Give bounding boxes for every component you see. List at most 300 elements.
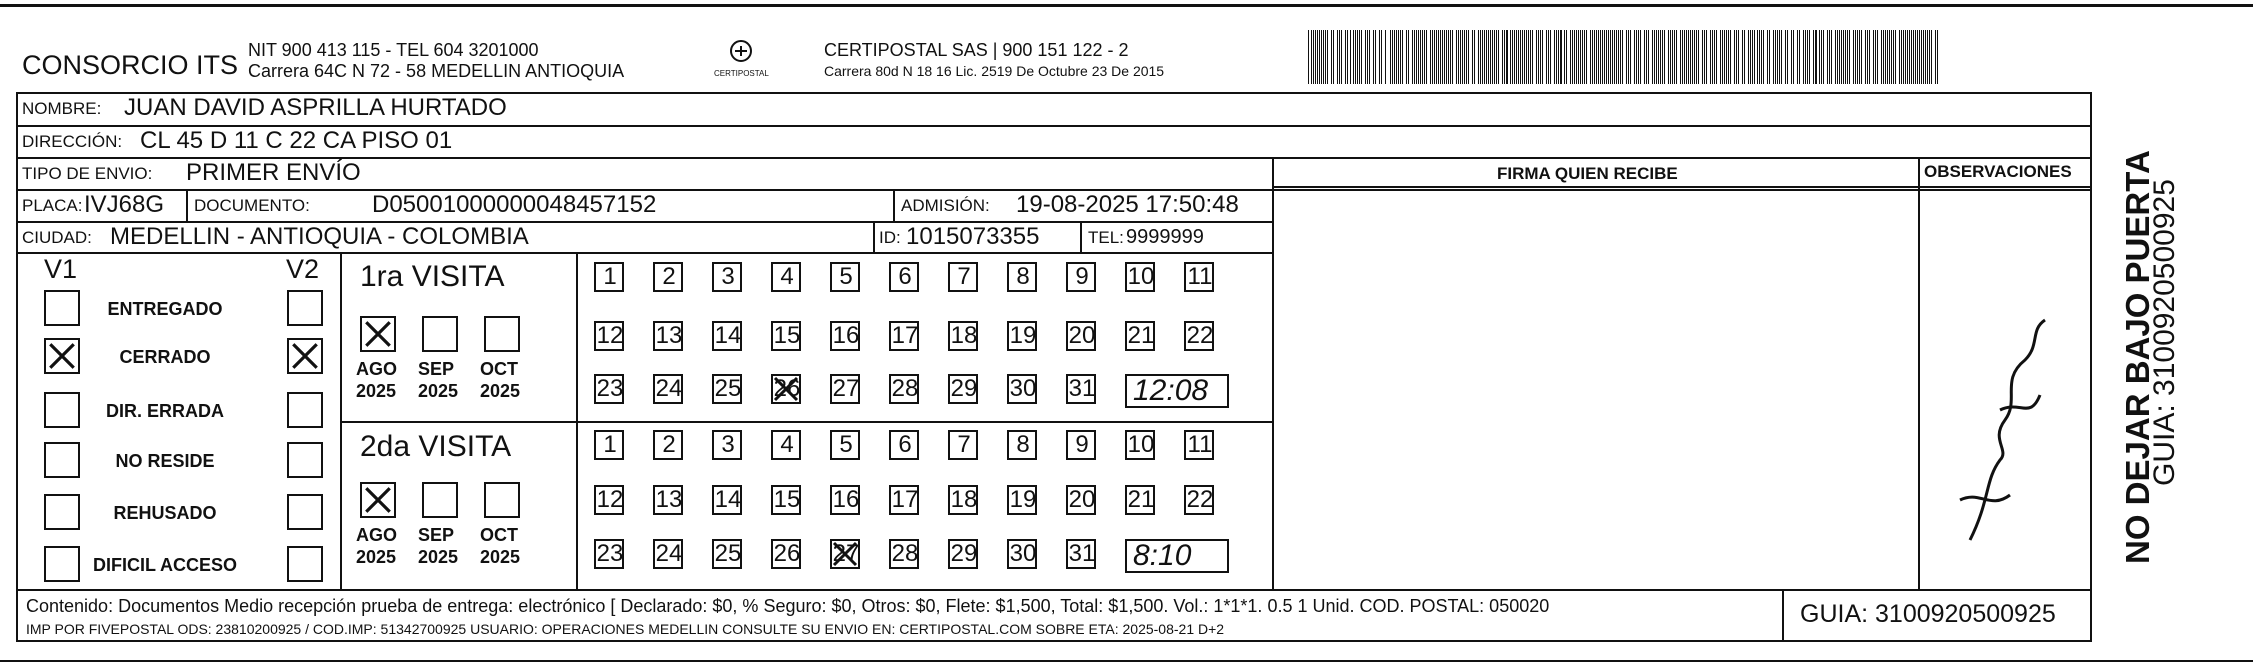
barcode-bar [1646,30,1647,84]
barcode-bar [1712,30,1713,84]
day-number: 23 [596,375,624,402]
barcode-bar [1889,30,1890,84]
tel-label: TEL: [1088,228,1124,247]
barcode-bar [1875,30,1876,84]
barcode-bar [1805,30,1806,84]
day-number: 26 [773,375,801,402]
day-number: 26 [773,540,801,567]
barcode-bar [1869,30,1870,84]
barcode-bar [1506,30,1508,84]
imp-text: IMP POR FIVEPOSTAL ODS: 23810200925 / COD.IMP: 51342700925 USUARIO: OPERACIONES MEDELLIN CONSULTE SU ENVIO EN: CERTIPOSTAL.COM SOBRE ETA: 2025-08-21 D+2 [26,621,1225,637]
day-number: 30 [1009,375,1037,402]
barcode-bar [1742,30,1743,84]
barcode-bar [1757,30,1758,84]
day-number: 12 [596,322,624,349]
barcode-bar [1877,30,1878,84]
rule [186,189,188,221]
barcode-bar [1572,30,1573,84]
barcode-bar [1584,30,1585,84]
day-number: 31 [1068,540,1096,567]
documento-value: D05001000000048457152 [372,191,657,218]
status-label: REHUSADO [113,503,217,523]
day-number: 14 [714,486,742,513]
barcode-bar [1484,30,1485,84]
barcode-bar [1887,30,1888,84]
company-name: CONSORCIO ITS [22,50,239,80]
year-label: 2025 [480,381,521,401]
barcode-bar [1600,30,1601,84]
barcode-bar [1849,30,1850,84]
barcode-bar [1734,30,1735,84]
barcode-bar [1430,30,1431,84]
barcode-bar [1466,30,1467,84]
barcode-bar [1917,30,1918,84]
barcode-bar [1434,30,1435,84]
barcode-bar [1367,30,1368,84]
barcode-bar [1634,30,1635,84]
barcode-bar [1590,30,1591,84]
barcode-bar [1670,30,1671,84]
barcode-bar [1754,30,1755,84]
status-label: ENTREGADO [107,299,223,319]
barcode-bar [1436,30,1437,84]
barcode-bar [1416,30,1417,84]
barcode-bar [1598,30,1599,84]
barcode-bar [1548,30,1549,84]
barcode-bar [1857,30,1858,84]
barcode-bar [1819,30,1820,84]
barcode-bar [1504,30,1505,84]
day-number: 3 [721,431,735,458]
barcode-bar [1361,30,1362,84]
ciudad-label: CIUDAD: [22,228,92,247]
check-x-icon [771,374,801,404]
day-number: 27 [832,375,860,402]
barcode-bar [1337,30,1338,84]
barcode-bar [1682,30,1683,84]
visit-time-value: 12:08 [1133,374,1209,407]
barcode-bar [1927,30,1928,84]
admision-label: ADMISIÓN: [901,196,990,215]
barcode-bar [1580,30,1581,84]
barcode-bar [1398,30,1399,84]
placa-value: IVJ68G [84,191,165,218]
barcode-bar [1895,30,1896,84]
barcode-bar [1530,30,1531,84]
barcode-bar [1775,30,1776,84]
day-number: 28 [891,540,919,567]
barcode-bar [1576,30,1577,84]
barcode-bar [1791,30,1792,84]
barcode-bar [1925,30,1926,84]
barcode-bar [1654,30,1655,84]
day-number: 1 [603,431,617,458]
month-label: OCT [480,359,518,379]
barcode-bar [1907,30,1908,84]
barcode-bar [1311,30,1312,84]
barcode-bar [1785,30,1786,84]
barcode-bar [1630,30,1631,84]
barcode-bar [1460,30,1461,84]
year-label: 2025 [418,547,459,567]
barcode-bar [1676,30,1677,84]
barcode-bar [1720,30,1721,84]
barcode-bar [1558,30,1559,84]
barcode-bar [1319,30,1320,84]
barcode-bar [1716,30,1717,84]
company-address: Carrera 64C N 72 - 58 MEDELLIN ANTIOQUIA [248,61,625,81]
certipostal-logo [712,36,770,86]
barcode-bar [1339,30,1340,84]
rule [16,252,1272,254]
barcode-bar [1763,30,1764,84]
barcode-bar [1556,30,1557,84]
barcode-bar [1867,30,1868,84]
barcode-bar [1821,30,1822,84]
barcode-bar [1472,30,1473,84]
barcode-bar [1412,30,1413,84]
year-label: 2025 [356,547,397,567]
barcode-bar [1432,30,1433,84]
barcode-bar [1859,30,1860,84]
day-number: 2 [662,431,676,458]
barcode-bar [1347,30,1348,84]
month-checkbox[interactable] [422,482,458,518]
barcode-bar [1452,30,1453,84]
day-number: 20 [1068,322,1096,349]
barcode-bar [1536,30,1537,84]
barcode-bar [1873,30,1874,84]
barcode-bar [1807,30,1808,84]
barcode-bar [1767,30,1768,84]
barcode-bar [1315,30,1316,84]
day-number: 16 [832,322,860,349]
day-number: 28 [891,375,919,402]
barcode-bar [1648,30,1649,84]
barcode-bar [1408,30,1409,84]
day-number: 7 [957,263,971,290]
second-visit-title: 2da VISITA [360,430,512,463]
day-number: 8 [1016,263,1030,290]
barcode-bar [1385,30,1386,84]
barcode-bar [1903,30,1904,84]
barcode-bar [1726,30,1727,84]
carrier-address: Carrera 80d N 18 16 Lic. 2519 De Octubre 23 De 2015 [824,63,1165,79]
day-number: 23 [596,540,624,567]
barcode-bar [1839,30,1840,84]
id-label: ID: [879,228,901,247]
barcode-bar [1592,30,1593,84]
barcode-bar [1837,30,1838,84]
barcode-bar [1608,30,1609,84]
barcode-bar [1518,30,1519,84]
day-number: 19 [1009,322,1037,349]
barcode [1308,30,1944,84]
barcode-bar [1686,30,1687,84]
barcode-bar [1406,30,1407,84]
barcode-bar [1325,30,1326,84]
barcode-bar [1835,30,1836,84]
barcode-bar [1680,30,1681,84]
barcode-bar [1905,30,1906,84]
barcode-bar [1488,30,1489,84]
barcode-bar [1901,30,1902,84]
barcode-bar [1606,30,1607,84]
side-guia: GUIA: 3100920500925 [2148,179,2181,486]
barcode-bar [1582,30,1583,84]
barcode-bar [1881,30,1882,84]
barcode-bar [1542,30,1543,84]
barcode-bar [1610,30,1611,84]
rule [340,252,342,589]
barcode-bar [1438,30,1439,84]
barcode-bar [1614,30,1615,84]
month-checkbox[interactable] [360,316,396,352]
month-label: SEP [418,525,455,545]
barcode-bar [1353,30,1354,84]
barcode-bar [1396,30,1397,84]
barcode-bar [1480,30,1481,84]
day-number: 10 [1127,431,1155,458]
day-number: 13 [655,322,683,349]
barcode-bar [1748,30,1749,84]
barcode-bar [1730,30,1731,84]
barcode-bar [1494,30,1495,84]
barcode-bar [1793,30,1794,84]
barcode-bar [1644,30,1645,84]
day-number: 29 [950,540,978,567]
barcode-bar [1586,30,1587,84]
barcode-bar [1656,30,1657,84]
rule [1782,589,1784,642]
day-number: 11 [1187,431,1213,458]
barcode-bar [1829,30,1830,84]
barcode-bar [1929,30,1930,84]
day-number: 25 [714,375,742,402]
barcode-bar [1510,30,1511,84]
barcode-bar [1931,30,1932,84]
day-number: 22 [1186,486,1214,513]
year-label: 2025 [356,381,397,401]
day-number: 16 [832,486,860,513]
barcode-bar [1885,30,1886,84]
rule [1080,221,1082,252]
barcode-bar [1333,30,1334,84]
documento-label: DOCUMENTO: [194,196,310,215]
barcode-bar [1622,30,1623,84]
day-number: 31 [1068,375,1096,402]
barcode-bar [1560,30,1562,84]
barcode-bar [1313,30,1314,84]
barcode-bar [1919,30,1920,84]
barcode-bar [1865,30,1866,84]
barcode-bar [1381,30,1382,84]
barcode-bar [1841,30,1842,84]
month-checkbox[interactable] [422,316,458,352]
barcode-bar [1502,30,1503,84]
barcode-bar [1728,30,1729,84]
barcode-bar [1490,30,1491,84]
barcode-bar [1514,30,1515,84]
barcode-bar [1640,30,1641,84]
day-number: 14 [714,322,742,349]
barcode-bar [1594,30,1595,84]
day-number: 24 [655,375,683,402]
barcode-bar [1696,30,1697,84]
day-number: 4 [780,431,794,458]
barcode-bar [1620,30,1621,84]
status-label: NO RESIDE [115,451,215,471]
tipo-envio-value: PRIMER ENVÍO [186,159,361,186]
day-number: 3 [721,263,735,290]
barcode-bar [1369,30,1370,84]
barcode-bar [1426,30,1427,84]
barcode-bar [1883,30,1884,84]
barcode-bar [1546,30,1547,84]
barcode-bar [1570,30,1571,84]
barcode-bar [1674,30,1675,84]
status-label: DIR. ERRADA [105,401,224,421]
footer-guia: GUIA: 3100920500925 [1800,600,2056,628]
ciudad-value: MEDELLIN - ANTIOQUIA - COLOMBIA [110,223,529,250]
barcode-bar [1323,30,1324,84]
barcode-bar [1662,30,1663,84]
barcode-bar [1402,30,1403,84]
barcode-bar [1692,30,1693,84]
barcode-bar [1574,30,1575,84]
barcode-bar [1652,30,1653,84]
barcode-bar [1464,30,1465,84]
barcode-bar [1604,30,1605,84]
barcode-bar [1532,30,1533,84]
check-x-icon [362,318,394,350]
top-rule [0,4,2253,7]
barcode-bar [1538,30,1539,84]
month-checkbox[interactable] [360,482,396,518]
day-number: 18 [950,322,978,349]
barcode-bar [1528,30,1529,84]
day-number: 8 [1016,431,1030,458]
barcode-bar [1357,30,1358,84]
barcode-bar [1446,30,1447,84]
barcode-bar [1345,30,1346,84]
barcode-bar [1462,30,1463,84]
barcode-bar [1831,30,1832,84]
barcode-bar [1779,30,1780,84]
rule [1272,157,1274,589]
barcode-bar [1668,30,1669,84]
barcode-bar [1935,30,1936,84]
check-x-icon [362,484,394,516]
day-number: 5 [839,263,853,290]
barcode-bar [1566,30,1567,84]
barcode-bar [1512,30,1513,84]
barcode-bar [1744,30,1745,84]
visit-time-value: 8:10 [1133,539,1192,572]
barcode-bar [1458,30,1459,84]
barcode-bar [1618,30,1619,84]
barcode-bar [1616,30,1617,84]
barcode-bar [1694,30,1695,84]
barcode-bar [1308,30,1309,84]
barcode-bar [1937,30,1938,84]
barcode-bar [1787,30,1788,84]
barcode-bar [1540,30,1541,84]
v2-header: V2 [286,254,320,284]
barcode-bar [1482,30,1483,84]
firma-header: FIRMA QUIEN RECIBE [1497,164,1678,183]
status-label: CERRADO [119,347,211,367]
day-number: 11 [1187,263,1213,290]
barcode-bar [1520,30,1521,84]
barcode-bar [1752,30,1753,84]
month-label: SEP [418,359,455,379]
barcode-bar [1921,30,1922,84]
direccion-value: CL 45 D 11 C 22 CA PISO 01 [140,127,453,154]
barcode-bar [1440,30,1441,84]
barcode-bar [1486,30,1487,84]
barcode-bar [1392,30,1393,84]
day-number: 10 [1127,263,1155,290]
rule [873,221,875,252]
nombre-label: NOMBRE: [22,99,102,118]
barcode-bar [1688,30,1689,84]
rule [340,421,1272,423]
barcode-bar [1450,30,1451,84]
day-number: 17 [891,486,919,513]
barcode-bar [1375,30,1376,84]
barcode-bar [1365,30,1366,84]
barcode-bar [1578,30,1579,84]
tel-value: 9999999 [1126,226,1204,248]
barcode-bar [1893,30,1894,84]
barcode-bar [1602,30,1603,84]
barcode-bar [1414,30,1415,84]
barcode-bar [1564,30,1565,84]
day-number: 21 [1127,322,1155,349]
day-number: 12 [596,486,624,513]
rule [16,589,2092,591]
day-number: 15 [773,322,801,349]
month-label: AGO [356,359,398,379]
barcode-bar [1550,30,1551,84]
day-number: 30 [1009,540,1037,567]
barcode-bar [1474,30,1475,84]
rule [1272,186,2092,188]
month-checkbox[interactable] [484,316,520,352]
month-label: OCT [480,525,518,545]
day-number: 24 [655,540,683,567]
barcode-bar [1626,30,1627,84]
barcode-bar [1424,30,1425,84]
barcode-bar [1809,30,1810,84]
barcode-bar [1317,30,1318,84]
day-number: 4 [780,263,794,290]
day-number: 21 [1127,486,1155,513]
observaciones-header: OBSERVACIONES [1924,162,2072,181]
barcode-bar [1813,30,1814,84]
barcode-bar [1327,30,1328,84]
barcode-bar [1420,30,1421,84]
barcode-bar [1448,30,1449,84]
status-label: DIFICIL ACCESO [92,555,237,575]
placa-label: PLACA: [22,196,83,215]
barcode-bar [1736,30,1737,84]
barcode-bar [1781,30,1782,84]
month-checkbox[interactable] [484,482,520,518]
day-number: 13 [655,486,683,513]
day-number: 9 [1075,263,1089,290]
